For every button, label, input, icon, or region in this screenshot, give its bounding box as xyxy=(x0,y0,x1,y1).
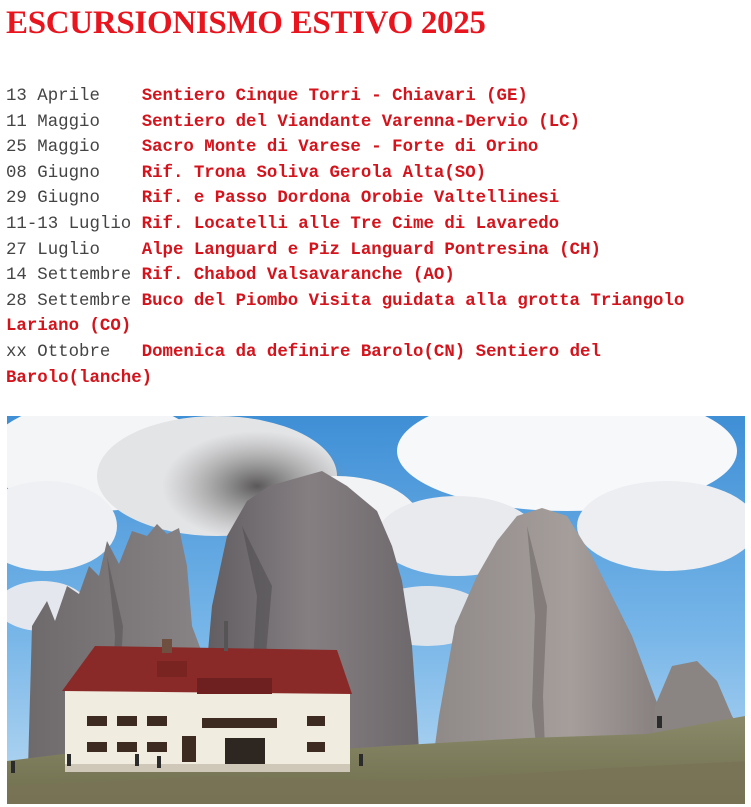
hike-date: 11-13 Luglio xyxy=(6,214,132,234)
hike-date: 27 Luglio xyxy=(6,240,100,260)
schedule-row xyxy=(6,212,746,238)
mountain-photo xyxy=(7,416,745,804)
hike-event: Alpe Languard e Piz Languard Pontresina (CH) xyxy=(141,240,601,260)
page-title: ESCURSIONISMO ESTIVO 2025 xyxy=(6,5,486,41)
schedule-row xyxy=(6,340,746,391)
hike-event: Rif. Chabod Valsavaranche (AO) xyxy=(141,266,455,286)
schedule-row xyxy=(6,263,746,289)
hike-event: Buco del Piombo Visita guidata alla grotta Triangolo Lariano (CO) xyxy=(6,291,695,337)
hike-event: Sentiero del Viandante Varenna-Dervio (LC) xyxy=(141,112,581,132)
schedule-row xyxy=(6,161,746,187)
hike-event: Sacro Monte di Varese - Forte di Orino xyxy=(141,138,539,158)
hike-event: Rif. Locatelli alle Tre Cime di Lavaredo xyxy=(141,214,560,234)
hike-date: 08 Giugno xyxy=(6,163,100,183)
schedule-row xyxy=(6,84,746,110)
hike-date: xx Ottobre xyxy=(6,342,111,362)
schedule-row xyxy=(6,135,746,161)
hike-event: Rif. Trona Soliva Gerola Alta(SO) xyxy=(141,163,487,183)
schedule-row xyxy=(6,110,746,136)
hike-schedule xyxy=(6,84,746,391)
hike-date: 28 Settembre xyxy=(6,291,132,311)
schedule-row xyxy=(6,289,746,340)
hike-date: 13 Aprile xyxy=(6,87,100,106)
hike-date: 11 Maggio xyxy=(6,112,100,132)
hike-date: 14 Settembre xyxy=(6,266,132,286)
hike-event: Domenica da definire Barolo(CN) Sentiero del Barolo(lanche) xyxy=(6,342,612,388)
hike-date: 25 Maggio xyxy=(6,138,100,158)
hike-date: 29 Giugno xyxy=(6,189,100,209)
schedule-row xyxy=(6,238,746,264)
hike-event: Rif. e Passo Dordona Orobie Valtellinesi xyxy=(141,189,560,209)
schedule-row xyxy=(6,186,746,212)
hike-event: Sentiero Cinque Torri - Chiavari (GE) xyxy=(141,87,528,106)
